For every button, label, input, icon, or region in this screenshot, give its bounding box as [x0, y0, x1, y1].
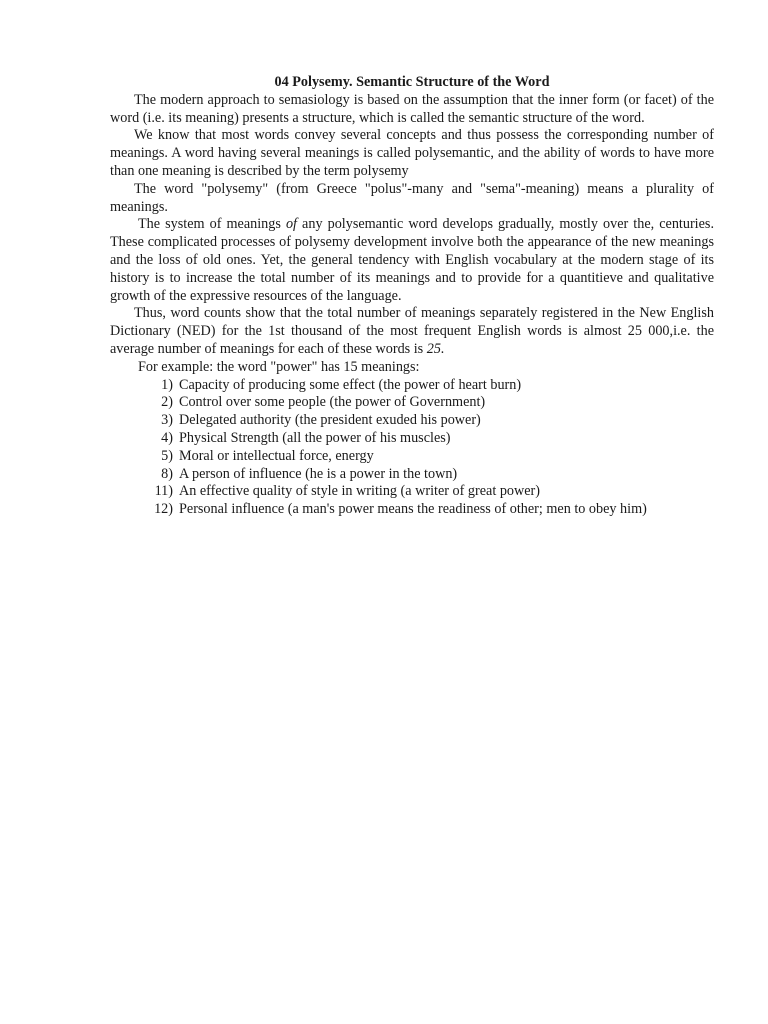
document-title: 04 Polysemy. Semantic Structure of the Word — [274, 74, 550, 90]
list-item-text: Physical Strength (all the power of his muscles) — [179, 429, 451, 446]
paragraph-polysemantic: We know that most words convey several concepts and thus possess the corresponding number of meanings. A word having several meanings is called polysemantic, and the ability of words to have more than one meaning is described by the term polysemy — [110, 127, 714, 179]
paragraph-text: any polysemantic word develops gradually, mostly over the, centuries. These complicated processes of polysemy development involve both the appearance of the new meanings and the loss of old ones. Yet, the general tendency with English vocabulary at the modern stage of its history is to increase the total number of its meanings and to provide for a quantitieve and qualitative growth of the expressive resources of the language. — [110, 216, 714, 304]
paragraph-polysemy-etymology: The word "polysemy" (from Greece "polus"-many and "sema"-meaning) means a plurality of meanings. — [110, 180, 714, 215]
list-item-number: 1) — [161, 376, 173, 393]
list-item-number: 3) — [161, 412, 173, 429]
paragraph-text: The system of meanings — [138, 216, 286, 233]
list-item — [110, 394, 714, 412]
list-item-number: 2) — [161, 394, 173, 411]
list-item — [110, 483, 714, 501]
example-intro: For example: the word "power" has 15 meanings: — [138, 358, 420, 375]
list-item — [110, 430, 714, 448]
list-item-number: 8) — [161, 465, 173, 482]
list-item — [110, 466, 714, 484]
paragraph-word-counts — [110, 305, 714, 358]
paragraph-semantic-structure: The modern approach to semasiology is based on the assumption that the inner form (or facet) of the word (i.e. its meaning) presents a structure, which is called the semantic structure of the word. — [110, 91, 714, 126]
paragraph-text: Thus, word counts show that the total number of meanings separately registered in the New English Dictionary (NED) for the 1st thousand of the most frequent English words is almost 25 000,i.e. the average number of meanings for each of these words is — [110, 305, 714, 357]
italic-number: 25. — [426, 340, 445, 357]
italic-word: of — [285, 216, 297, 233]
list-item-text: Capacity of producing some effect (the power of heart burn) — [179, 376, 522, 393]
list-item — [110, 412, 714, 430]
list-item-text: Personal influence (a man's power means the readiness of other; men to obey him) — [179, 501, 647, 518]
list-item — [110, 377, 714, 395]
list-item-text: Delegated authority (the president exuded his power) — [179, 412, 481, 429]
list-item-number: 11) — [154, 483, 173, 500]
list-item-number: 12) — [154, 501, 173, 518]
list-item-number: 5) — [161, 447, 173, 464]
list-item-text: An effective quality of style in writing (a writer of great power) — [179, 483, 540, 500]
meanings-list — [110, 377, 714, 519]
list-item-text: Control over some people (the power of Government) — [179, 394, 486, 411]
list-item — [110, 501, 714, 519]
document-page — [110, 74, 714, 519]
list-item-text: Moral or intellectual force, energy — [179, 447, 374, 464]
paragraph-system-of-meanings — [110, 216, 714, 305]
list-item — [110, 448, 714, 466]
list-item-text: A person of influence (he is a power in the town) — [179, 465, 458, 482]
list-item-number: 4) — [161, 429, 173, 446]
